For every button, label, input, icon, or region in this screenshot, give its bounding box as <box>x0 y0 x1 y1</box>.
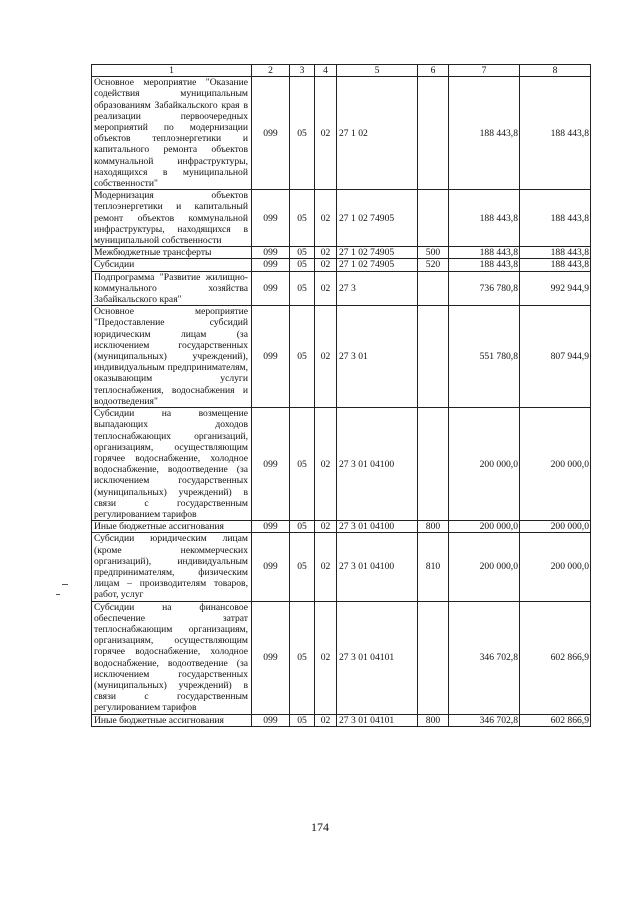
row-year1: 200 000,0 <box>449 408 520 521</box>
header-cell: 6 <box>418 65 449 77</box>
row-grbs: 099 <box>252 259 290 271</box>
header-cell: 2 <box>252 65 290 77</box>
margin-mark <box>62 584 68 585</box>
row-csr: 27 3 <box>337 271 418 306</box>
row-grbs: 099 <box>252 77 290 190</box>
row-vr: 800 <box>418 714 449 726</box>
row-year2: 188 443,8 <box>520 190 591 247</box>
row-vr: 520 <box>418 259 449 271</box>
row-pr: 02 <box>315 271 337 306</box>
row-year1: 200 000,0 <box>449 533 520 601</box>
row-grbs: 099 <box>252 190 290 247</box>
row-vr: 500 <box>418 247 449 259</box>
row-rz: 05 <box>290 306 315 408</box>
table-row <box>92 306 591 408</box>
row-vr <box>418 306 449 408</box>
header-cell: 3 <box>290 65 315 77</box>
row-csr: 27 1 02 74905 <box>337 259 418 271</box>
row-pr: 02 <box>315 259 337 271</box>
row-year2: 992 944,9 <box>520 271 591 306</box>
row-name: Основное мероприятие "Оказание содействия муниципальным образованиям Забайкальского края в реализации первоочередных мероприятий по модернизации объектов теплоэнергетики и капитального ремонта объектов коммунальной инфраструктуры, находящихся в муниципальной собственности" <box>92 77 252 190</box>
row-rz: 05 <box>290 247 315 259</box>
margin-mark <box>56 594 60 595</box>
row-name: Модернизация объектов теплоэнергетики и капитальный ремонт объектов коммунальной инфраструктуры, находящихся в муниципальной собственности <box>92 190 252 247</box>
row-grbs: 099 <box>252 306 290 408</box>
row-grbs: 099 <box>252 271 290 306</box>
table-row <box>92 190 591 247</box>
header-cell: 1 <box>92 65 252 77</box>
row-pr: 02 <box>315 408 337 521</box>
row-rz: 05 <box>290 521 315 533</box>
row-year2: 602 866,9 <box>520 601 591 714</box>
row-year1: 551 780,8 <box>449 306 520 408</box>
row-rz: 05 <box>290 533 315 601</box>
table-row <box>92 271 591 306</box>
header-row <box>92 65 591 77</box>
row-vr <box>418 190 449 247</box>
row-pr: 02 <box>315 190 337 247</box>
row-rz: 05 <box>290 408 315 521</box>
row-name: Межбюджетные трансферты <box>92 247 252 259</box>
row-rz: 05 <box>290 190 315 247</box>
table-row <box>92 601 591 714</box>
row-rz: 05 <box>290 259 315 271</box>
row-year1: 346 702,8 <box>449 601 520 714</box>
row-year2: 200 000,0 <box>520 521 591 533</box>
row-vr <box>418 271 449 306</box>
table-row <box>92 259 591 271</box>
header-cell: 5 <box>337 65 418 77</box>
row-csr: 27 3 01 04100 <box>337 521 418 533</box>
table-row <box>92 714 591 726</box>
row-name: Субсидии юридическим лицам (кроме некоммерческих организаций), индивидуальным предпринимателям, физическим лицам – производителям товаров, работ, услуг <box>92 533 252 601</box>
row-csr: 27 1 02 <box>337 77 418 190</box>
row-csr: 27 1 02 74905 <box>337 247 418 259</box>
row-name: Субсидии на финансовое обеспечение затрат теплоснабжающим организациям, организациям, осуществляющим горячее водоснабжение, холодное водоснабжение, водоотведение (за исключением государственных (муниципальных) учреждений) в связи с государственным регулированием тарифов <box>92 601 252 714</box>
header-cell: 7 <box>449 65 520 77</box>
row-year2: 200 000,0 <box>520 408 591 521</box>
row-rz: 05 <box>290 714 315 726</box>
table-row <box>92 533 591 601</box>
row-vr <box>418 601 449 714</box>
row-csr: 27 3 01 04100 <box>337 408 418 521</box>
header-cell: 4 <box>315 65 337 77</box>
row-name: Иные бюджетные ассигнования <box>92 714 252 726</box>
row-year1: 200 000,0 <box>449 521 520 533</box>
row-pr: 02 <box>315 601 337 714</box>
row-year1: 188 443,8 <box>449 190 520 247</box>
row-csr: 27 3 01 04100 <box>337 533 418 601</box>
row-csr: 27 1 02 74905 <box>337 190 418 247</box>
table-row <box>92 247 591 259</box>
row-vr: 800 <box>418 521 449 533</box>
row-year1: 188 443,8 <box>449 77 520 190</box>
row-grbs: 099 <box>252 601 290 714</box>
row-year2: 188 443,8 <box>520 77 591 190</box>
row-year2: 200 000,0 <box>520 533 591 601</box>
row-grbs: 099 <box>252 533 290 601</box>
table-row <box>92 521 591 533</box>
row-rz: 05 <box>290 77 315 190</box>
row-name: Подпрограмма "Развитие жилищно-коммунального хозяйства Забайкальского края" <box>92 271 252 306</box>
page-number: 174 <box>311 820 329 834</box>
row-csr: 27 3 01 <box>337 306 418 408</box>
row-grbs: 099 <box>252 247 290 259</box>
row-name: Субсидии на возмещение выпадающих доходов теплоснабжающих организаций, организациям, осуществляющим горячее водоснабжение, холодное водоснабжение, водоотведение (за исключением государственных (муниципальных) учреждений) в связи с государственным регулированием тарифов <box>92 408 252 521</box>
row-name: Субсидии <box>92 259 252 271</box>
row-vr: 810 <box>418 533 449 601</box>
row-pr: 02 <box>315 306 337 408</box>
row-pr: 02 <box>315 77 337 190</box>
row-year2: 602 866,9 <box>520 714 591 726</box>
header-cell: 8 <box>520 65 591 77</box>
row-csr: 27 3 01 04101 <box>337 714 418 726</box>
row-grbs: 099 <box>252 521 290 533</box>
row-pr: 02 <box>315 521 337 533</box>
row-name: Основное мероприятие "Предоставление субсидий юридическим лицам (за исключением государственных (муниципальных) учреждений), индивидуальным предпринимателям, оказывающим услуги теплоснабжения, водоснабжения и водоотведения" <box>92 306 252 408</box>
row-pr: 02 <box>315 247 337 259</box>
row-year2: 188 443,8 <box>520 247 591 259</box>
row-year2: 807 944,9 <box>520 306 591 408</box>
row-grbs: 099 <box>252 714 290 726</box>
row-name: Иные бюджетные ассигнования <box>92 521 252 533</box>
table-row <box>92 77 591 190</box>
row-year1: 188 443,8 <box>449 259 520 271</box>
row-rz: 05 <box>290 601 315 714</box>
budget-table <box>91 64 591 727</box>
table-row <box>92 408 591 521</box>
row-year1: 346 702,8 <box>449 714 520 726</box>
row-year1: 736 780,8 <box>449 271 520 306</box>
row-vr <box>418 408 449 521</box>
row-year2: 188 443,8 <box>520 259 591 271</box>
row-pr: 02 <box>315 714 337 726</box>
row-year1: 188 443,8 <box>449 247 520 259</box>
row-csr: 27 3 01 04101 <box>337 601 418 714</box>
row-vr <box>418 77 449 190</box>
row-rz: 05 <box>290 271 315 306</box>
row-pr: 02 <box>315 533 337 601</box>
row-grbs: 099 <box>252 408 290 521</box>
